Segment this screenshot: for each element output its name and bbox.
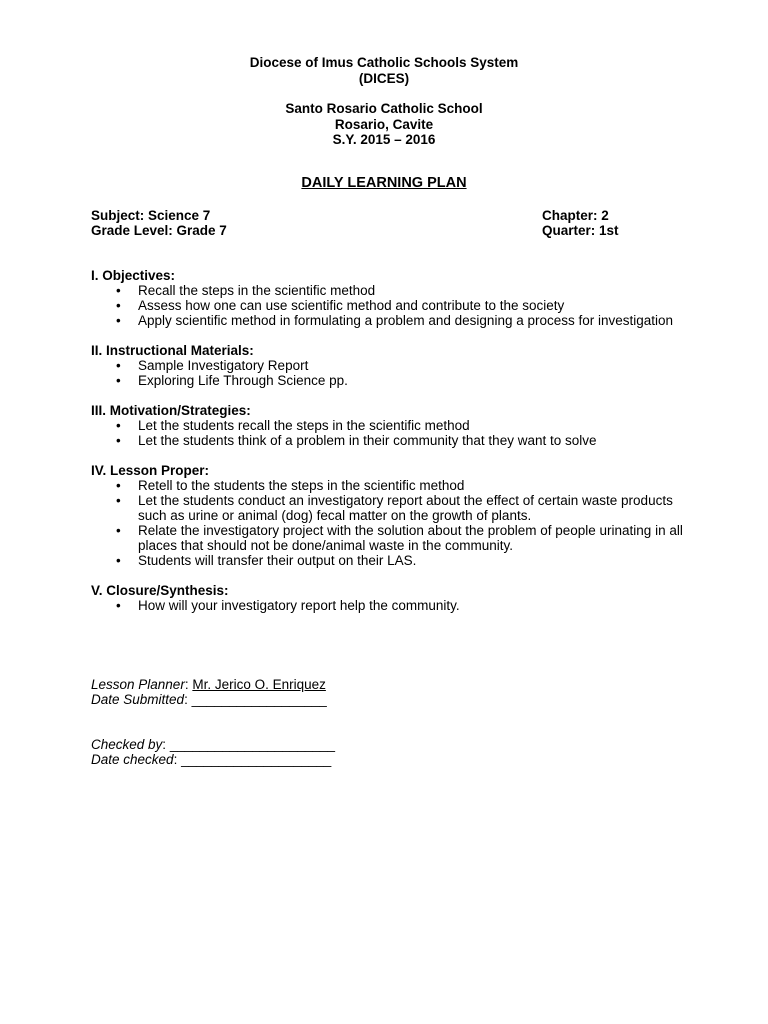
objectives-list xyxy=(91,283,691,328)
plan-meta xyxy=(91,208,651,238)
materials-list xyxy=(91,358,691,388)
motivation-list xyxy=(91,418,691,448)
list-item: • How will your investigatory report help the community. xyxy=(116,598,460,613)
document-title: DAILY LEARNING PLAN xyxy=(301,175,467,191)
lesson-section xyxy=(91,463,691,568)
section-title: II. Instructional Materials: xyxy=(91,343,254,358)
checker-signature: Checked by: ______________________ Date checked: ____________________ xyxy=(91,737,335,767)
school-location: Rosario, Cavite xyxy=(334,116,434,132)
planner-signature: Lesson Planner: Mr. Jerico O. Enriquez Date Submitted: __________________ xyxy=(91,677,327,707)
list-item: • Exploring Life Through Science pp. xyxy=(116,373,348,388)
bullet-icon: • xyxy=(116,298,121,313)
school-year: S.Y. 2015 – 2016 xyxy=(332,132,436,147)
bullet-icon: • xyxy=(116,283,121,298)
motivation-section xyxy=(91,403,691,448)
submitted-label: Date Submitted xyxy=(91,692,185,707)
closure-list xyxy=(91,598,691,613)
diocese-abbrev: (DICES) xyxy=(358,70,410,86)
list-item: • Let the students conduct an investigatory report about the effect of certain waste products such as urine or animal (dog) fecal matter on the growth of plants. xyxy=(116,493,673,523)
quarter-label: Quarter: 1st xyxy=(542,223,619,238)
bullet-icon: • xyxy=(116,313,121,328)
section-title: IV. Lesson Proper: xyxy=(91,463,210,478)
bullet-icon: • xyxy=(116,373,121,388)
checked-label: Checked by xyxy=(91,737,163,752)
list-item: • Assess how one can use scientific method and contribute to the society xyxy=(116,298,565,313)
bullet-icon: • xyxy=(116,358,121,373)
section-title: I. Objectives: xyxy=(91,268,176,283)
list-item: • Apply scientific method in formulating a problem and designing a process for investigation xyxy=(116,313,674,328)
submitted-blank: __________________ xyxy=(191,692,327,707)
planner-label: Lesson Planner xyxy=(91,677,185,692)
section-title: V. Closure/Synthesis: xyxy=(91,583,229,598)
objectives-section xyxy=(91,268,691,328)
bullet-icon: • xyxy=(116,433,121,448)
diocese-name: Diocese of Imus Catholic Schools System xyxy=(249,55,519,70)
bullet-icon: • xyxy=(116,478,121,493)
school-header xyxy=(0,55,768,148)
grade-level-label: Grade Level: Grade 7 xyxy=(91,223,227,238)
bullet-icon: • xyxy=(116,493,121,508)
list-item: • Let the students think of a problem in their community that they want to solve xyxy=(116,433,597,448)
checked-blank: ______________________ xyxy=(169,737,335,752)
school-name: Santo Rosario Catholic School xyxy=(285,101,483,116)
list-item: • Students will transfer their output on their LAS. xyxy=(116,553,417,568)
closure-section xyxy=(91,583,691,613)
list-item: • Relate the investigatory project with the solution about the problem of people urinating in all places that should not be done/animal waste in the community. xyxy=(116,523,683,553)
chapter-label: Chapter: 2 xyxy=(542,208,609,223)
date-checked-label: Date checked xyxy=(91,752,174,767)
bullet-icon: • xyxy=(116,553,121,568)
subject-label: Subject: Science 7 xyxy=(91,208,211,223)
section-title: III. Motivation/Strategies: xyxy=(91,403,251,418)
bullet-icon: • xyxy=(116,418,121,433)
date-checked-blank: ____________________ xyxy=(181,752,332,767)
list-item: • Sample Investigatory Report xyxy=(116,358,309,373)
bullet-icon: • xyxy=(116,598,121,613)
plan-body xyxy=(91,268,691,628)
planner-name: Mr. Jerico O. Enriquez xyxy=(192,677,326,692)
list-item: • Retell to the students the steps in the scientific method xyxy=(116,478,465,493)
list-item: • Let the students recall the steps in the scientific method xyxy=(116,418,470,433)
list-item: • Recall the steps in the scientific method xyxy=(116,283,376,298)
lesson-list xyxy=(91,478,691,568)
bullet-icon: • xyxy=(116,523,121,538)
materials-section xyxy=(91,343,691,388)
